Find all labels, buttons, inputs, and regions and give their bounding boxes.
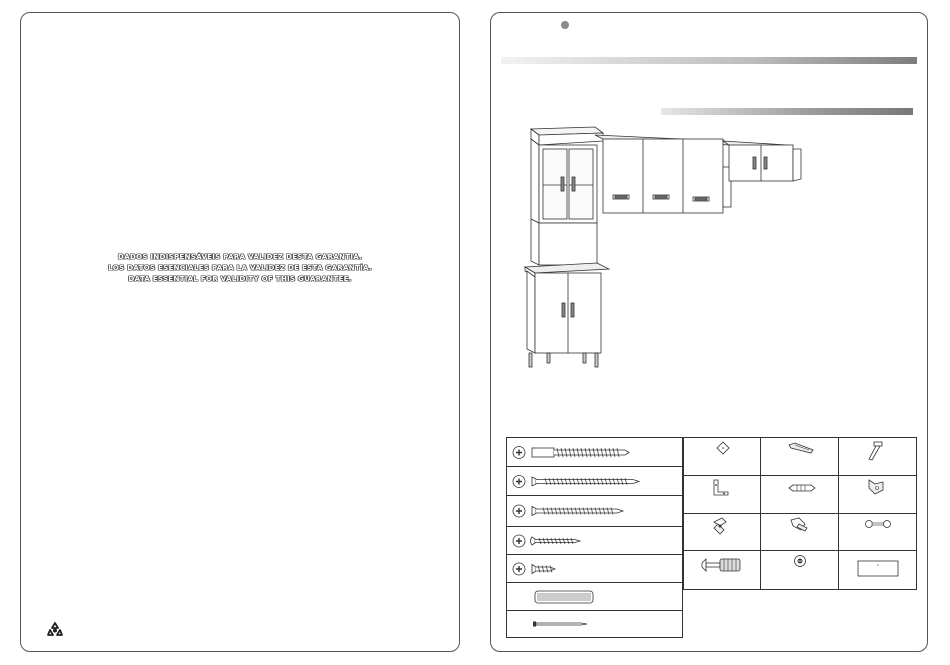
hinge-plate-icon — [761, 438, 839, 476]
dowel-graphic — [507, 583, 682, 611]
square-fitting-icon — [684, 438, 762, 476]
fitting-cell — [684, 476, 761, 514]
screw-row — [507, 555, 682, 583]
screw-row — [507, 527, 682, 555]
phillips-head-icon — [513, 476, 525, 488]
left-page — [20, 12, 460, 652]
fitting-cell — [684, 438, 761, 476]
fitting-cell — [761, 476, 838, 514]
screw-row-graphic — [507, 527, 682, 555]
cam-bolt-icon — [684, 551, 762, 589]
screw-row-graphic — [507, 438, 682, 467]
right-page — [490, 12, 928, 652]
hinge-icon — [684, 514, 762, 552]
screw-row-graphic — [507, 496, 682, 527]
screw-row — [507, 496, 682, 527]
fittings-grid — [683, 437, 917, 590]
phillips-head-icon — [513, 447, 525, 459]
recycle-icon — [47, 621, 63, 637]
guarantee-notice — [21, 251, 459, 284]
screws-table — [506, 437, 683, 638]
fitting-cell — [839, 438, 916, 476]
guarantee-line-es: LOS DATOS ESENCIALES PARA LA VALIDEZ DE ESTA GARANTÍA. — [108, 263, 372, 272]
wall-plug-icon — [761, 476, 839, 514]
screw-row — [507, 583, 682, 611]
phillips-head-icon — [513, 505, 525, 517]
fitting-cell — [839, 514, 916, 552]
screw-row — [507, 611, 682, 637]
shelf-support-icon — [839, 514, 917, 552]
hinge-base-icon — [761, 514, 839, 552]
fitting-cell — [839, 476, 916, 514]
cam-lock-icon — [761, 551, 839, 589]
pin-icon — [839, 438, 917, 476]
screw-row-graphic — [507, 467, 682, 496]
screw-row-graphic — [507, 555, 682, 583]
nail-graphic — [507, 611, 682, 637]
guarantee-line-pt: DADOS INDISPENSÁVEIS PARA VALIDEZ DESTA GARANTIA. — [117, 252, 363, 261]
label-plate-icon — [839, 551, 917, 589]
fitting-cell — [684, 551, 761, 589]
fitting-cell — [684, 514, 761, 552]
angle-bracket-icon — [684, 476, 762, 514]
fitting-cell — [761, 438, 838, 476]
guarantee-line-en: DATA ESSENTIAL FOR VALIDITY OF THIS GUARANTEE. — [128, 274, 352, 283]
phillips-head-icon — [513, 535, 525, 547]
screw-row — [507, 467, 682, 496]
phillips-head-icon — [513, 563, 525, 575]
corner-bracket-icon — [839, 476, 917, 514]
fitting-cell — [761, 551, 838, 589]
fitting-cell — [761, 514, 838, 552]
cabinet-illustration — [519, 111, 809, 371]
fitting-cell — [839, 551, 916, 589]
dot-icon — [561, 21, 569, 29]
header-bar — [501, 57, 917, 64]
screw-row — [507, 438, 682, 467]
